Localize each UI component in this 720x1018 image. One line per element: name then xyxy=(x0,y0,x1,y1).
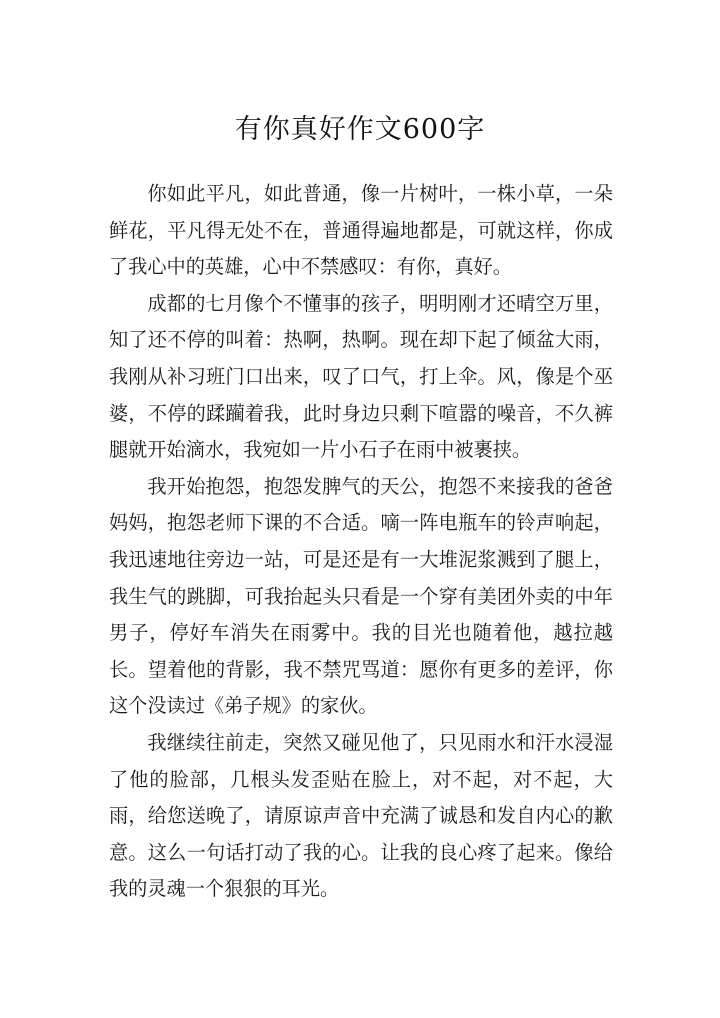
paragraph-3: 我开始抱怨，抱怨发脾气的天公，抱怨不来接我的爸爸妈妈，抱怨老师下课的不合适。嘀一阵电瓶车的铃声响起，我迅速地往旁边一站，可是还是有一大堆泥浆溅到了腿上，我生气的跳脚，可我抬起头只看是一个穿有美团外卖的中年男子，停好车消失在雨雾中。我的目光也随着他，越拉越长。望着他的背影，我不禁咒骂道：愿你有更多的差评，你这个没读过《弟子规》的家伙。 xyxy=(109,474,613,718)
paragraph-4: 我继续往前走，突然又碰见他了，只见雨水和汗水浸湿了他的脸部，几根头发歪贴在脸上，对不起，对不起，大雨，给您送晚了，请原谅声音中充满了诚恳和发自内心的歉意。这么一句话打动了我的心。让我的良心疼了起来。像给我的灵魂一个狠狠的耳光。 xyxy=(109,730,613,901)
document-title: 有你真好作文600字 xyxy=(234,114,486,145)
paragraph-1: 你如此平凡，如此普通，像一片树叶，一株小草，一朵鲜花，平凡得无处不在，普通得遍地都是，可就这样，你成了我心中的英雄，心中不禁感叹：有你，真好。 xyxy=(109,182,613,279)
document-body xyxy=(109,176,613,908)
paragraph-2: 成都的七月像个不懂事的孩子，明明刚才还晴空万里，知了还不停的叫着：热啊，热啊。现在却下起了倾盆大雨，我刚从补习班门口出来，叹了口气，打上伞。风，像是个巫婆，不停的蹂躏着我，此时身边只剩下喧嚣的噪音，不久裤腿就开始滴水，我宛如一片小石子在雨中被裹挟。 xyxy=(109,291,613,462)
